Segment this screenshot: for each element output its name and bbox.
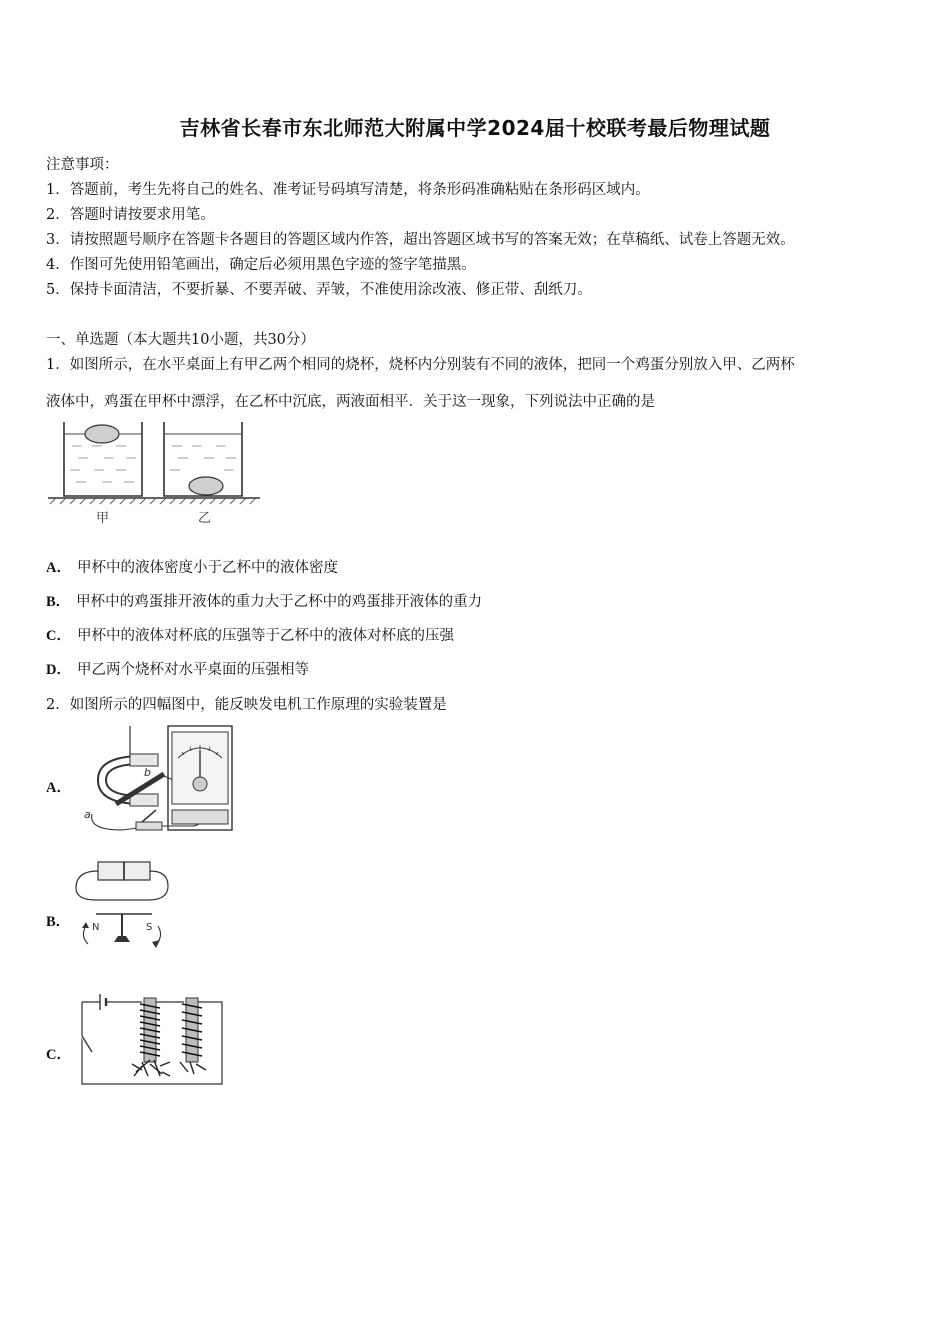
note-item: 5．保持卡面清洁，不要折暴、不要弄破、弄皱，不准使用涂改液、修正带、刮纸刀。 xyxy=(46,282,592,298)
option-letter: A． xyxy=(46,560,71,576)
q2-option-c[interactable] xyxy=(46,1043,77,1064)
note-item: 1．答题前，考生先将自己的姓名、准考证号码填写清楚，将条形码准确粘贴在条形码区域内。 xyxy=(46,182,650,198)
option-text: 甲杯中的鸡蛋排开液体的重力大于乙杯中的鸡蛋排开液体的重力 xyxy=(76,594,483,610)
question-2-text: 2．如图所示的四幅图中，能反映发电机工作原理的实验装置是 xyxy=(46,697,447,713)
option-text: 甲杯中的液体对杯底的压强等于乙杯中的液体对杯底的压强 xyxy=(76,628,454,644)
question-1-text-line1: 1．如图所示，在水平桌面上有甲乙两个相同的烧杯，烧杯内分别装有不同的液体，把同一个鸡蛋分别放入甲、乙两杯 xyxy=(46,357,795,373)
section-heading: 一、单选题（本大题共10小题，共30分） xyxy=(46,332,315,348)
option-letter: B． xyxy=(46,594,71,610)
beakers-figure xyxy=(46,418,266,534)
beaker-jia xyxy=(64,422,142,496)
page-title: 吉林省长春市东北师范大附属中学2024届十校联考最后物理试题 xyxy=(179,116,771,140)
note-item: 3．请按照题号顺序在答题卡各题目的答题区域内作答，超出答题区域书写的答案无效；在草稿纸、试卷上答题无效。 xyxy=(46,232,795,248)
electromagnet-figure xyxy=(76,990,228,1094)
label-n: N xyxy=(92,922,100,933)
label-jia: 甲 xyxy=(96,511,110,526)
notes-heading: 注意事项： xyxy=(46,157,119,173)
egg-sunk xyxy=(189,477,223,495)
option-a[interactable] xyxy=(46,556,338,577)
label-a: a xyxy=(84,808,91,821)
note-item: 2．答题时请按要求用笔。 xyxy=(46,207,215,223)
option-letter: C． xyxy=(46,628,71,644)
option-letter: D． xyxy=(46,662,71,678)
option-c[interactable] xyxy=(46,624,454,645)
label-s: S xyxy=(146,922,153,933)
oersted-experiment-figure xyxy=(72,856,172,964)
option-letter: A． xyxy=(46,780,71,796)
option-b[interactable] xyxy=(46,590,482,611)
question-1-text-line2: 液体中，鸡蛋在甲杯中漂浮，在乙杯中沉底，两液面相平．关于这一现象，下列说法中正确的是 xyxy=(46,394,655,410)
beaker-yi xyxy=(164,422,242,496)
option-letter: B． xyxy=(46,914,71,930)
label-b: b xyxy=(144,766,151,779)
note-item: 4．作图可先使用铅笔画出，确定后必须用黑色字迹的签字笔描黑。 xyxy=(46,257,476,273)
label-yi: 乙 xyxy=(198,511,212,526)
egg-floating xyxy=(85,425,119,443)
option-text: 甲杯中的液体密度小于乙杯中的液体密度 xyxy=(76,560,338,576)
option-d[interactable] xyxy=(46,658,309,679)
option-text: 甲乙两个烧杯对水平桌面的压强相等 xyxy=(76,662,309,678)
option-letter: C． xyxy=(46,1047,71,1063)
generator-apparatus-figure xyxy=(72,722,240,846)
